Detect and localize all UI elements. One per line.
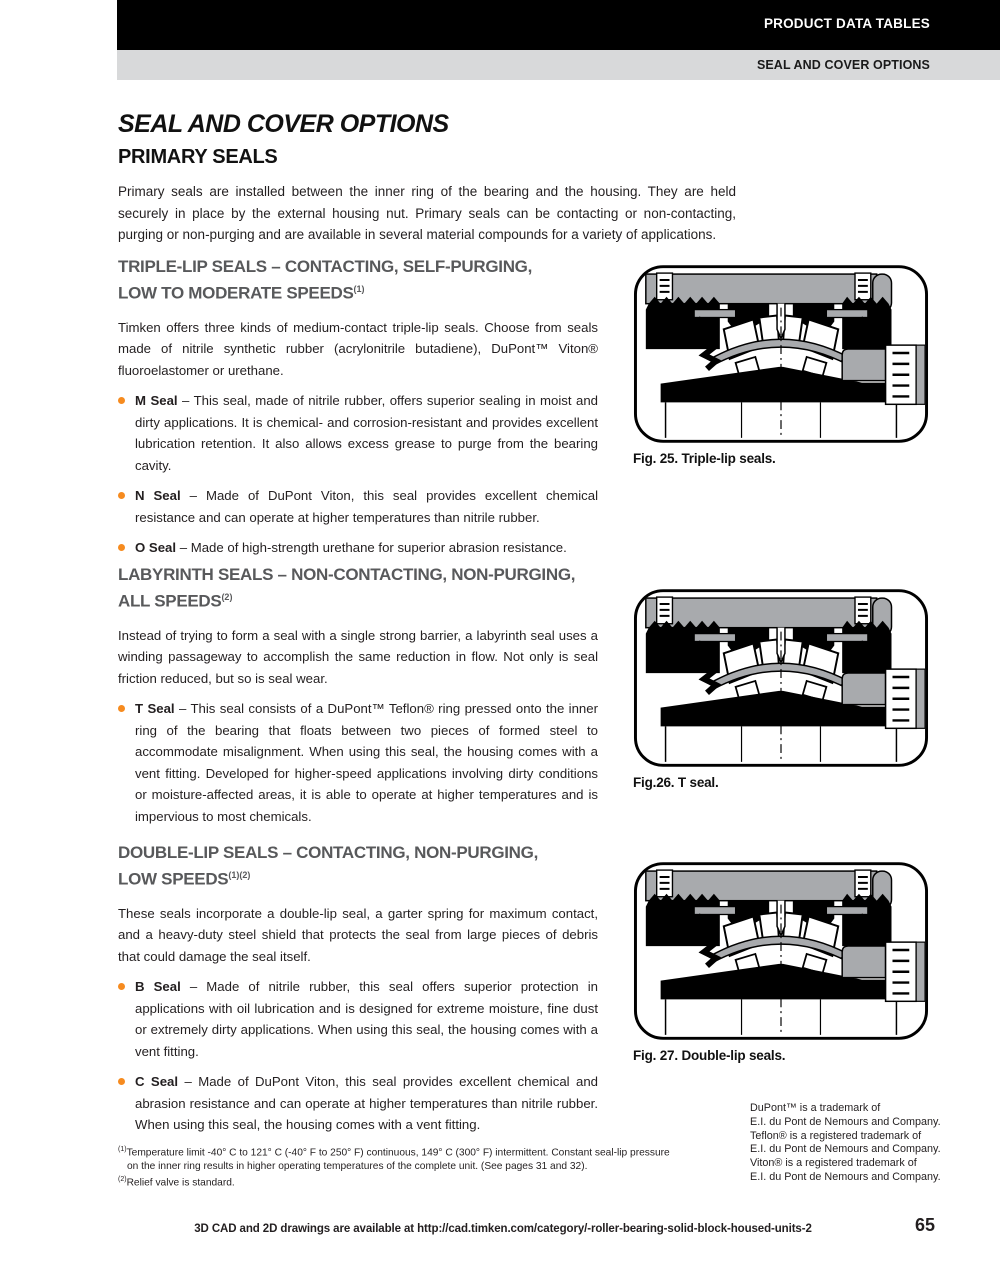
bullet-item [118,1071,598,1136]
footnote-sup: (1) [118,1146,127,1153]
bearing-cross-section-diagram [633,587,929,769]
footnote-text: Temperature limit -40° C to 121° C (-40° F to 250° F) continuous, 149° C (300° F) intermittent. Constant seal-lip pressure on the inner ring results in higher operating temperatures of the complete unit. (See pages 31 and 32). [126,1147,670,1172]
section-body: Instead of trying to form a seal with a single strong barrier, a labyrinth seal uses a winding passageway to accomplish the same reduction in flow. Not only is seal friction reduced, but so is seal wear. [118,627,598,686]
bullet-text: – Made of DuPont Viton, this seal provides excellent chemical and abrasion resistance and can operate at higher temperatures than nitrile rubber. When using this seal, the housing comes with a vent fitting. [135,1074,598,1133]
bullet-term: T Seal [135,701,175,717]
heading-line: ALL SPEEDS [118,591,222,611]
page-title: SEAL AND COVER OPTIONS [118,110,449,138]
heading-line: LABYRINTH SEALS – NON-CONTACTING, NON-PURGING, [118,565,576,584]
subheader-bar [117,50,1000,80]
page-number: 65 [914,1215,935,1235]
heading-footnote-ref: (1)(2) [228,870,251,880]
figure-triple-lip-seals [633,263,929,466]
bullet-text: – This seal consists of a DuPont™ Teflon® ring pressed onto the inner ring of the bearing that floats between two pieces of formed steel to accommodate misalignment. When using this seal, the housing comes with a vent fitting. Developed for higher-speed applications involving dirty conditions or moisture-affected areas, it is able to operate at higher temperatures and is impervious to most chemicals. [135,701,598,824]
heading-footnote-ref: (2) [221,592,233,602]
trademark-line: Teflon® is a registered trademark of [750,1129,922,1142]
intro-paragraph: Primary seals are installed between the inner ring of the bearing and the housing. They are held securely in place by the external housing nut. Primary seals can be contacting or non-contacting, purging or non-purging and are available in several material compounds for a variety of applications. [118,184,736,243]
section-labyrinth [118,564,598,836]
bullet-term: N Seal [135,488,181,504]
footnote-sup: (2) [118,1176,127,1184]
bullet-list [118,390,598,559]
section-body: Timken offers three kinds of medium-contact triple-lip seals. Choose from seals made of nitrile synthetic rubber (acrylonitrile butadiene), DuPont™ Viton® fluoroelastomer or urethane. [118,319,598,378]
bearing-cross-section-diagram [633,263,929,445]
subheader-bar-label: SEAL AND COVER OPTIONS [756,58,930,72]
page-subtitle: PRIMARY SEALS [118,146,278,168]
header-bar-label: PRODUCT DATA TABLES [763,16,930,31]
section-heading [118,256,598,305]
trademark-line: E.I. du Pont de Nemours and Company. [750,1143,941,1156]
bullet-term: B Seal [135,979,181,995]
section-heading [118,564,598,613]
bullet-term: M Seal [135,393,178,409]
trademark-note [750,1102,960,1185]
bullet-term: O Seal [135,540,177,556]
bullet-item [118,390,598,476]
footnotes [118,1143,674,1190]
bullet-icon [118,705,125,712]
section-triple-lip [118,256,598,568]
section-double-lip [118,842,598,1145]
trademark-line: DuPont™ is a trademark of [750,1102,881,1114]
bullet-text: – Made of nitrile rubber, this seal offers superior protection in applications with oil lubrication and is designed for extreme moisture, fine dust or extremely dirty applications. When using this seal, the housing comes with a vent fitting. [135,979,598,1059]
bullet-icon [118,397,125,404]
figure-double-lip-seals [633,860,929,1063]
heading-line: LOW SPEEDS [118,869,229,889]
trademark-line: Viton® is a registered trademark of [750,1157,917,1170]
footer-note: 3D CAD and 2D drawings are available at http://cad.timken.com/category/-roller-bearing-solid-block-housed-units-2 [194,1223,812,1235]
bullet-list [118,698,598,827]
bullet-icon [118,492,125,499]
bullet-text: – This seal, made of nitrile rubber, offers superior sealing in moist and dirty applications. It is chemical- and corrosion-resistant and provides excellent lubrication retention. It also allows excess grease to purge from the bearing cavity. [135,393,598,473]
footnote [118,1173,674,1190]
bullet-item [118,698,598,827]
bullet-icon [118,983,125,990]
footnote-text: Relief valve is standard. [126,1177,235,1189]
bullet-item [118,537,598,559]
heading-line: TRIPLE-LIP SEALS – CONTACTING, SELF-PURGING, [118,257,533,276]
trademark-line: E.I. du Pont de Nemours and Company. [750,1115,941,1128]
trademark-line: E.I. du Pont de Nemours and Company. [750,1170,941,1183]
heading-line: LOW TO MODERATE SPEEDS [118,283,354,303]
bullet-list [118,976,598,1136]
bullet-item [118,976,598,1062]
bullet-term: C Seal [135,1074,179,1090]
figure-caption: Fig. 27. Double-lip seals. [633,1048,786,1063]
figure-caption: Fig. 25. Triple-lip seals. [633,451,776,466]
bullet-item [118,485,598,528]
section-heading [118,842,598,891]
heading-line: DOUBLE-LIP SEALS – CONTACTING, NON-PURGING, [118,843,538,862]
bearing-cross-section-diagram [633,860,929,1042]
bullet-icon [118,1078,125,1085]
bullet-text: – Made of DuPont Viton, this seal provides excellent chemical resistance and can operate at higher temperatures than nitrile rubber. [135,488,598,525]
figure-caption: Fig.26. T seal. [633,775,719,790]
section-body: These seals incorporate a double-lip seal, a garter spring for maximum contact, and a heavy-duty steel shield that protects the seal from large pieces of debris that could damage the seal itself. [118,905,598,964]
figure-t-seal [633,587,929,790]
bullet-icon [118,544,125,551]
footnote [118,1143,674,1173]
bullet-text: – Made of high-strength urethane for superior abrasion resistance. [179,540,567,556]
header-bar [117,0,1000,50]
heading-footnote-ref: (1) [353,284,365,294]
